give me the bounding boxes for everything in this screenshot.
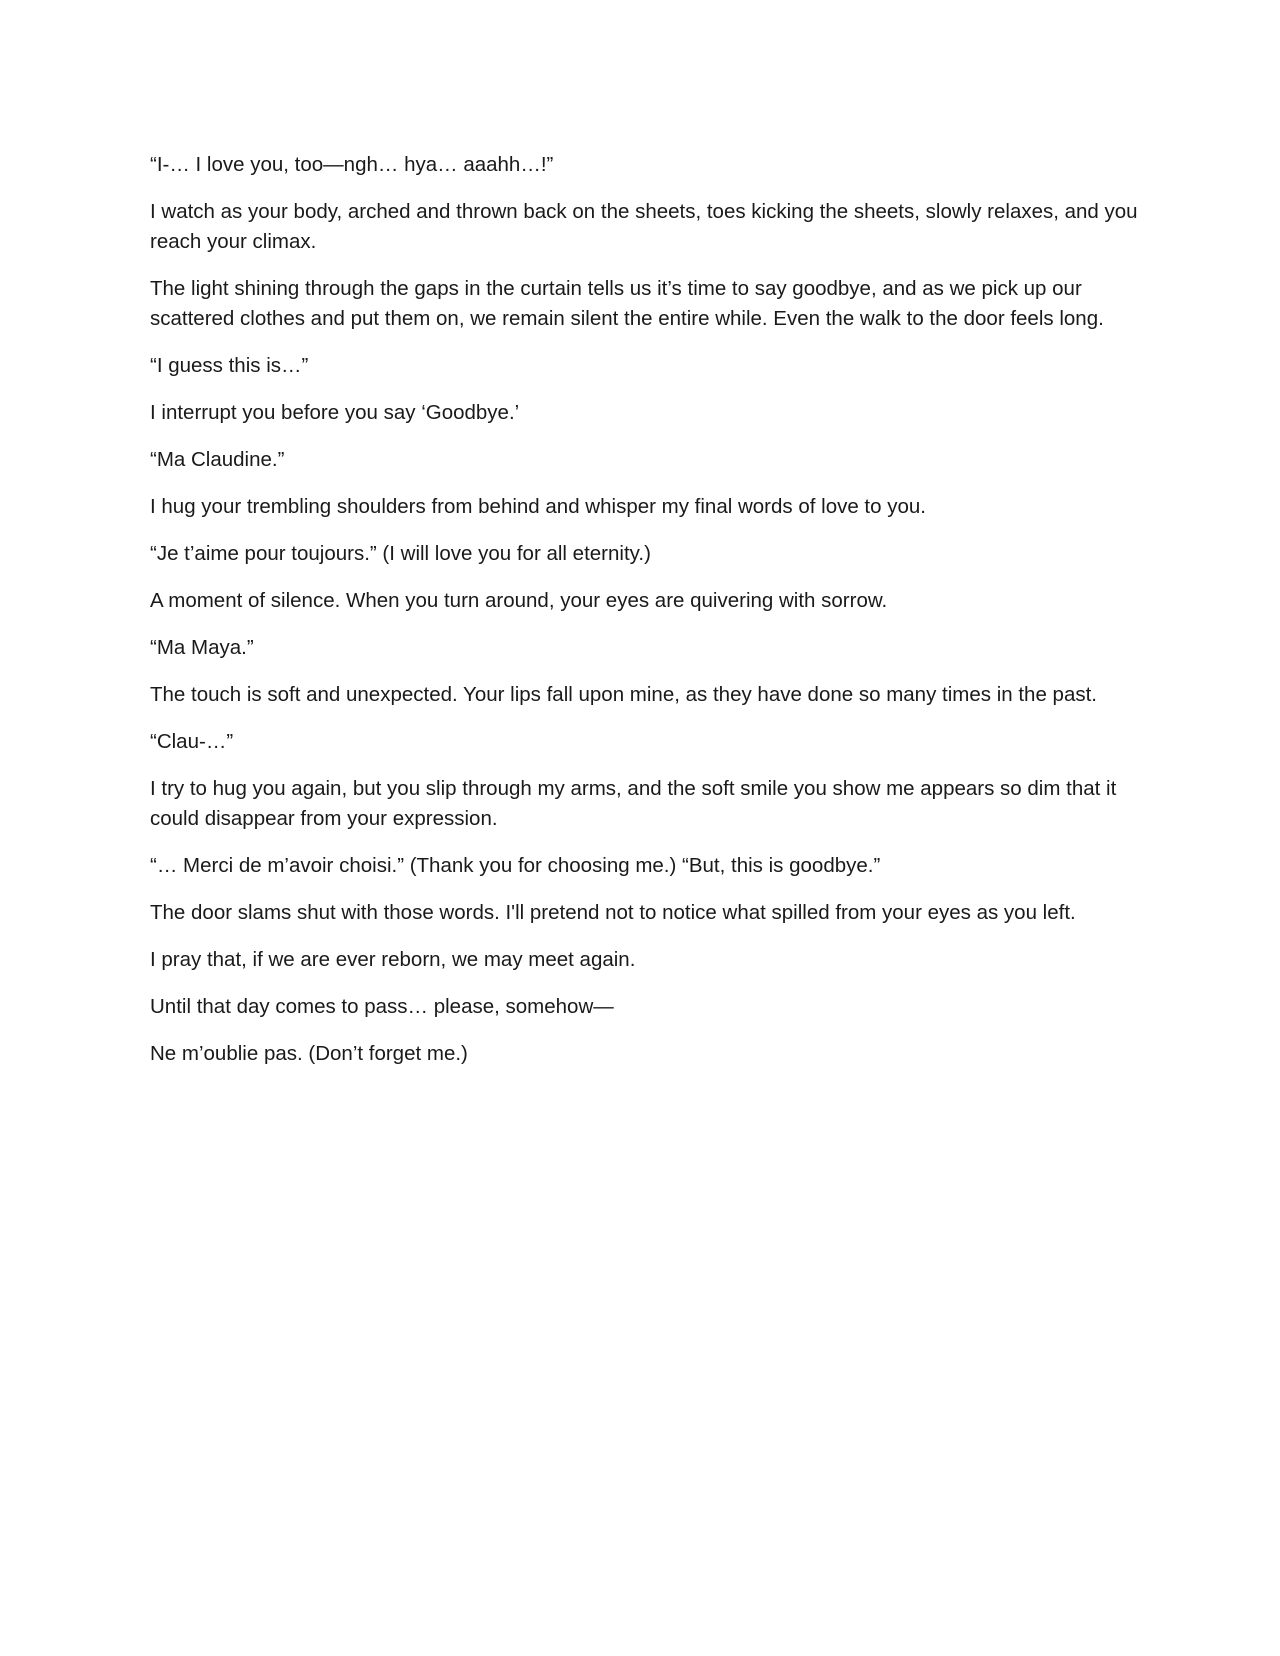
paragraph: I try to hug you again, but you slip through my arms, and the soft smile you show me appears so dim that it could disappear from your expression. [150,777,1117,830]
paragraph: “Clau-…” [150,730,234,753]
paragraph: The light shining through the gaps in the curtain tells us it’s time to say goodbye, and as we pick up our scattered clothes and put them on, we remain silent the entire while. Even the walk to the door feels long. [150,277,1104,330]
paragraph: I watch as your body, arched and thrown back on the sheets, toes kicking the sheets, slowly relaxes, and you reach your climax. [150,200,1138,253]
paragraph: I hug your trembling shoulders from behind and whisper my final words of love to you. [150,495,926,518]
document-body [150,150,1140,1086]
paragraph: “Ma Claudine.” [150,448,285,471]
paragraph: “I-… I love you, too—ngh… hya… aaahh…!” [150,153,554,176]
paragraph: I interrupt you before you say ‘Goodbye.’ [150,401,520,424]
paragraph: Ne m’oublie pas. (Don’t forget me.) [150,1042,468,1065]
paragraph: Until that day comes to pass… please, somehow— [150,995,614,1018]
paragraph: The touch is soft and unexpected. Your lips fall upon mine, as they have done so many times in the past. [150,683,1097,706]
paragraph: “Je t’aime pour toujours.” (I will love you for all eternity.) [150,542,651,565]
paragraph: “I guess this is…” [150,354,309,377]
paragraph: “Ma Maya.” [150,636,254,659]
paragraph: The door slams shut with those words. I'll pretend not to notice what spilled from your eyes as you left. [150,901,1076,924]
paragraph: “… Merci de m’avoir choisi.” (Thank you for choosing me.) “But, this is goodbye.” [150,854,881,877]
paragraph: I pray that, if we are ever reborn, we may meet again. [150,948,636,971]
paragraph: A moment of silence. When you turn around, your eyes are quivering with sorrow. [150,589,888,612]
